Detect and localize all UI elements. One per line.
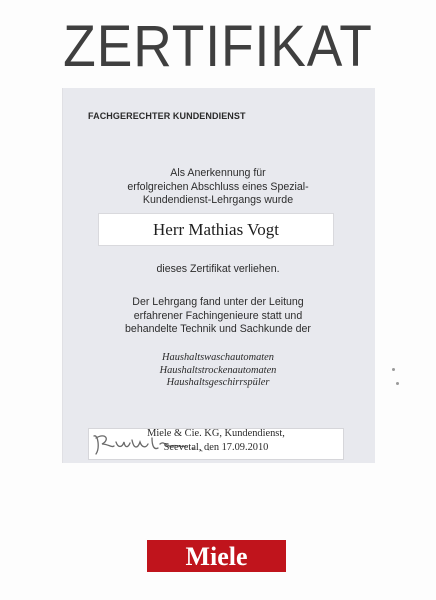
recognition-line: Als Anerkennung für <box>170 167 266 179</box>
recipient-name-box <box>98 213 334 246</box>
margin-mark <box>396 382 399 385</box>
subject-item: Haushaltswaschautomaten <box>162 352 274 363</box>
recognition-text <box>62 167 374 208</box>
course-text <box>62 296 374 337</box>
recognition-line: erfolgreichen Abschluss eines Spezial- <box>127 180 309 193</box>
miele-logo-text: Miele <box>185 542 248 571</box>
margin-mark <box>392 368 395 371</box>
issuer-line: Miele & Cie. KG, Kundendienst, <box>147 428 285 439</box>
subject-list <box>62 352 374 390</box>
certificate-subtitle: FACHGERECHTER KUNDENDIENST <box>88 111 246 121</box>
subject-item: Haushaltsgeschirrspüler <box>166 377 270 388</box>
granted-text: dieses Zertifikat verliehen. <box>156 263 280 275</box>
course-line: behandelte Technik und Sachkunde der <box>125 323 311 335</box>
course-line: Der Lehrgang fand unter der Leitung <box>132 296 304 308</box>
issuer-text <box>88 427 344 454</box>
recognition-line: Kundendienst-Lehrgangs wurde <box>142 194 294 206</box>
subject-item: Haushaltstrockenautomaten <box>159 364 277 376</box>
certificate-title: ZERTIFIKAT <box>63 14 373 79</box>
recipient-name: Herr Mathias Vogt <box>153 219 279 239</box>
issuer-line: Seevetal, den 17.09.2010 <box>163 441 269 453</box>
course-line: erfahrener Fachingenieure statt und <box>133 309 303 322</box>
miele-logo <box>147 540 286 572</box>
